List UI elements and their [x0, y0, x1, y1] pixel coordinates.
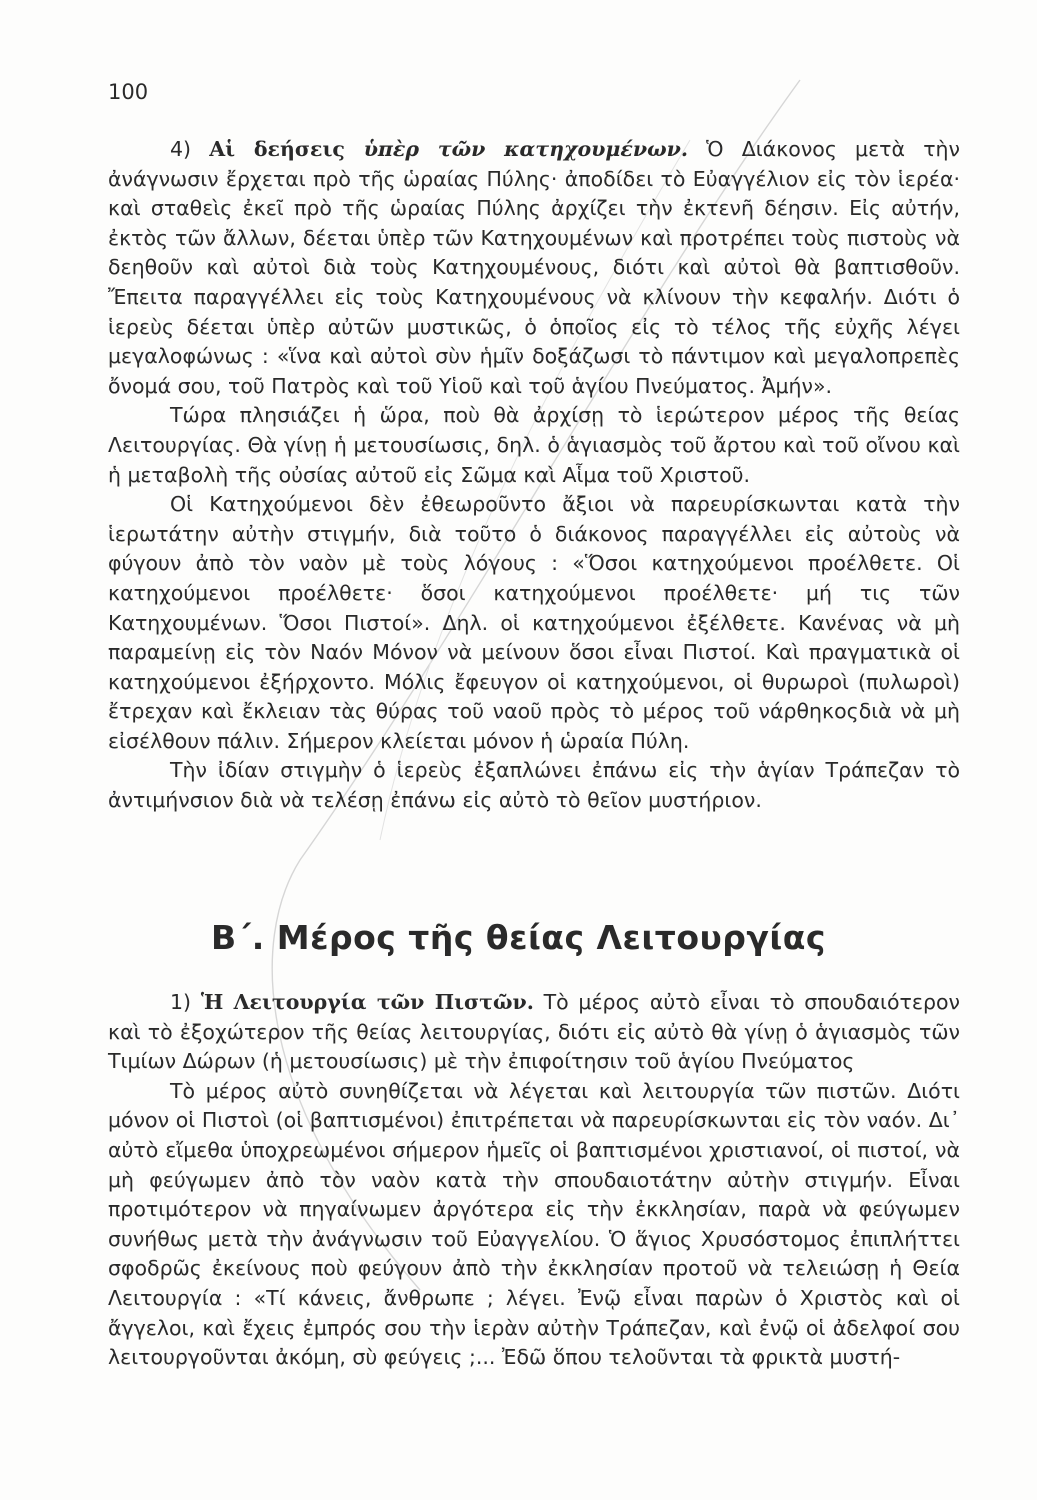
paragraph-antimension: Τὴν ἰδίαν στιγμὴν ὁ ἱερεὺς ἐξαπλώνει ἐπάνω εἰς τὴν ἁγίαν Τράπεζαν τὸ ἀντιμήνσιον διὰ νὰ τελέσῃ ἐπάνω εἰς αὐτὸ τὸ θεῖον μυστήριον.	[108, 758, 960, 813]
paragraph-lead-title: Ἡ Λειτουργία τῶν Πιστῶν.	[200, 990, 534, 1014]
paragraph-transubstantiation: Τώρα πλησιάζει ἡ ὥρα, ποὺ θὰ ἀρχίσῃ τὸ ἱερώτερον μέρος τῆς θείας Λειτουργίας. Θὰ γίνῃ ἡ μετουσίωσις, δηλ. ὁ ἁγιασμὸς τοῦ ἄρτου καὶ τοῦ οἴνου καὶ ἡ μεταβολὴ τῆς οὐσίας αὐτοῦ εἰς Σῶμα καὶ Αἷμα τοῦ Χριστοῦ.	[108, 403, 960, 487]
paragraph-faithful-only: Τὸ μέρος αὐτὸ συνηθίζεται νὰ λέγεται καὶ λειτουργία τῶν πιστῶν. Διότι μόνον οἱ Πιστοὶ (οἱ βαπτισμένοι) ἐπιτρέπεται νὰ παρευρίσκωνται εἰς τὸν ναόν. Δι᾿ αὐτὸ εἴμεθα ὑποχρεωμένοι σήμερον ἡμεῖς οἱ βαπτισμένοι χριστιανοί, οἱ πιστοί, νὰ μὴ φεύγωμεν ἀπὸ τὸν ναὸν κατὰ τὴν σπουδαιοτάτην αὐτὴν στιγμήν. Εἶναι προτιμότερον νὰ πηγαίνωμεν ἀργότερα εἰς τὴν ἐκκλησίαν, παρὰ νὰ φεύγωμεν συνήθως μετὰ τὴν ἀνάγνωσιν τοῦ Εὐαγγελίου. Ὁ ἅγιος Χρυσόστομος ἐπιπλήττει σφοδρῶς ἐκείνους ποὺ φεύγουν ἀπὸ τὴν ἐκκλησίαν προτοῦ νὰ τελειώσῃ ἡ Θεία Λειτουργία : «Τί κάνεις, ἄνθρωπε ; λέγει. Ἐνῷ εἶναι παρὼν ὁ Χριστὸς καὶ οἱ ἄγγελοι, καὶ ἔχεις ἐμπρός σου τὴν ἱερὰν αὐτὴν Τράπεζαν, καὶ ἐνῷ οἱ ἀδελφοί σου λειτουργοῦνται ἀκόμη, σὺ φεύγεις ;... Ἐδῶ ὅπου τελοῦνται τὰ φρικτὰ μυστή-	[108, 1078, 960, 1370]
item-number: 4)	[170, 137, 192, 161]
item-number: 1)	[170, 990, 192, 1014]
section-heading: Β΄. Μέρος τῆς θείας Λειτουργίας	[211, 918, 826, 957]
page-number: 100	[108, 80, 149, 104]
section-b-text	[108, 988, 960, 1373]
paragraph-catechumens-prayers	[108, 135, 960, 401]
paragraph-body: Τὸ μέρος αὐτὸ εἶναι τὸ σπουδαιότερον καὶ τὸ ἐξοχώτερον τῆς θείας λειτουργίας, διότι εἰς αὐτὸ θὰ γίνῃ ὁ ἁγιασμὸς τῶν Τιμίων Δώρων (ἡ μετουσίωσις) μὲ τὴν ἐπιφοίτησιν τοῦ ἁγίου Πνεύματος	[108, 990, 960, 1074]
paragraph-dismissal: Οἱ Κατηχούμενοι δὲν ἐθεωροῦντο ἄξιοι νὰ παρευρίσκωνται κατὰ τὴν ἱερωτάτην αὐτὴν στιγμήν, διὰ τοῦτο ὁ διάκονος παραγγέλλει εἰς αὐτοὺς νὰ φύγουν ἀπὸ τὸν ναὸν μὲ τοὺς λόγους : «Ὅσοι κατηχούμενοι προέλθετε. Οἱ κατηχούμενοι προέλθετε· ὅσοι κατηχούμενοι προέλθετε· μή τις τῶν Κατηχουμένων. Ὅσοι Πιστοί». Δηλ. οἱ κατηχούμενοι ἐξέλθετε. Κανένας νὰ μὴ παραμείνῃ εἰς τὸν Ναόν Μόνον νὰ μείνουν ὅσοι εἶναι Πιστοί. Καὶ πραγματικὰ οἱ κατηχούμενοι ἐξήρχοντο. Μόλις ἔφευγον οἱ κατηχούμενοι, οἱ θυρωροὶ (πυλωροὶ) ἔτρεχαν καὶ ἔκλειαν τὰς θύρας τοῦ ναοῦ πρὸς τὸ μέρος τοῦ νάρθηκοςδιὰ νὰ μὴ εἰσέλθουν πάλιν. Σήμερον κλείεται μόνον ἡ ὡραία Πύλη.	[108, 492, 960, 753]
section-a-text	[108, 135, 960, 816]
paragraph-liturgy-of-faithful	[108, 988, 960, 1077]
paragraph-lead-title: Αἱ δεήσεις ὑπὲρ τῶν κατηχουμένων.	[209, 137, 688, 161]
paragraph-body: Ὁ Διάκονος μετὰ τὴν ἀνάγνωσιν ἔρχεται πρὸ τῆς ὡραίας Πύλης· ἀποδίδει τὸ Εὐαγγέλιον εἰς τὸν ἱερέα· καὶ σταθεὶς ἐκεῖ πρὸ τῆς ὡραίας Πύλης ἀρχίζει τὴν ἐκτενῆ δέησιν. Εἰς αὐτήν, ἐκτὸς τῶν ἄλλων, δέεται ὑπὲρ τῶν Κατηχουμένων καὶ προτρέπει τοὺς πιστοὺς νὰ δεηθοῦν καὶ αὐτοὶ διὰ τοὺς Κατηχουμένους, διότι καὶ αὐτοὶ θὰ βαπτισθοῦν. Ἔπειτα παραγγέλλει εἰς τοὺς Κατηχουμένους νὰ κλίνουν τὴν κεφαλήν. Διότι ὁ ἱερεὺς δέεται ὑπὲρ αὐτῶν μυστικῶς, ὁ ὁποῖος εἰς τὸ τέλος τῆς εὐχῆς λέγει μεγαλοφώνως : «ἵνα καὶ αὐτοὶ σὺν ἡμῖν δοξάζωσι τὸ πάντιμον καὶ μεγαλοπρεπὲς ὄνομά σου, τοῦ Πατρὸς καὶ τοῦ Υἱοῦ καὶ τοῦ ἁγίου Πνεύματος. Ἀμήν».	[108, 137, 960, 398]
